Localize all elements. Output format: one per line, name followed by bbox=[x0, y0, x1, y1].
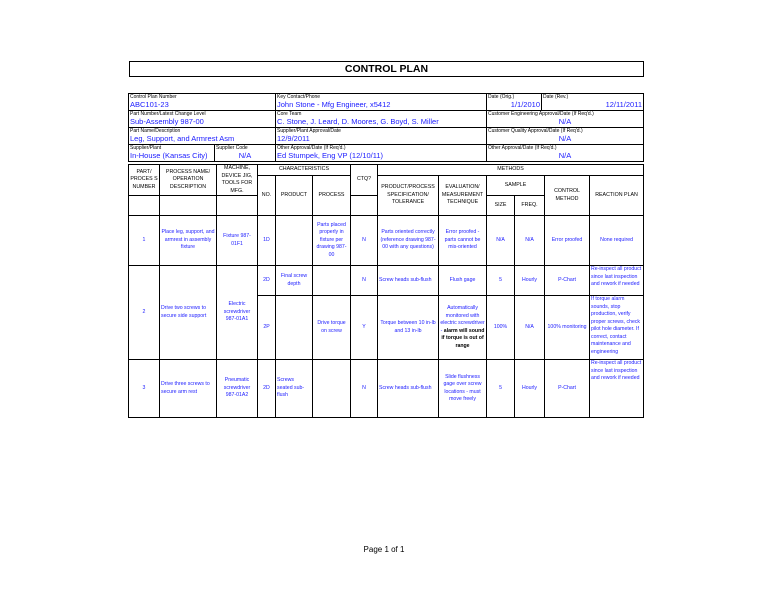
control-method-cell: 100% monitoring bbox=[545, 296, 590, 360]
sample-size-cell: 5 bbox=[487, 266, 515, 296]
control-method-cell: P-Chart bbox=[545, 266, 590, 296]
cust-quality-cell bbox=[487, 128, 644, 145]
part-number-cell: 1 bbox=[129, 216, 160, 266]
table-row bbox=[129, 216, 644, 266]
other-approval2-label: Other Approval/Date (If Req'd.) bbox=[488, 145, 557, 151]
machine-cell: Electric screwdriver 987-01A1 bbox=[217, 266, 258, 360]
supplier-approval: 12/9/2011 bbox=[277, 134, 310, 143]
part-number-label: Part Number/Latest Change Level bbox=[130, 111, 206, 117]
reaction-plan-cell: None required bbox=[590, 216, 644, 266]
ctq-cell: N bbox=[351, 216, 378, 266]
col-ctq: CTQ? bbox=[351, 165, 378, 196]
cust-eng-cell bbox=[487, 111, 644, 128]
product-cell bbox=[276, 296, 313, 360]
part-number-cell: 3 bbox=[129, 360, 160, 418]
col-control: CONTROL METHOD bbox=[545, 176, 590, 216]
process-name-cell: Drive three screws to secure arm rest bbox=[160, 360, 217, 418]
col-process: PROCESS bbox=[313, 176, 351, 216]
part-name-label: Part Name/Description bbox=[130, 128, 181, 134]
cust-quality: N/A bbox=[558, 134, 572, 143]
key-contact: John Stone - Mfg Engineer, x5412 bbox=[277, 100, 391, 109]
char-no-cell: 1D bbox=[258, 216, 276, 266]
col-no: NO. bbox=[258, 176, 276, 216]
col-freq: FREQ. bbox=[515, 196, 545, 216]
machine-cell: Pneumatic screwdriver 987-01A2 bbox=[217, 360, 258, 418]
sample-freq-cell: N/A bbox=[515, 296, 545, 360]
ctq-cell: Y bbox=[351, 296, 378, 360]
eval-cell: Flush gage bbox=[439, 266, 487, 296]
part-name: Leg, Support, and Armrest Asm bbox=[130, 134, 235, 143]
cust-eng: N/A bbox=[558, 117, 572, 126]
core-team-label: Core Team bbox=[277, 111, 302, 117]
col-part: PART/ PROCES S NUMBER bbox=[129, 165, 160, 196]
col-process-name: PROCESS NAME/ OPERATION DESCRIPTION bbox=[160, 165, 217, 196]
key-contact-cell bbox=[276, 94, 487, 111]
col-sample: SAMPLE bbox=[487, 176, 545, 196]
process-cell bbox=[313, 266, 351, 296]
eval-cell bbox=[439, 296, 487, 360]
core-team: C. Stone, J. Leard, D. Moores, G. Boyd, S. Miller bbox=[277, 117, 439, 126]
machine-cell: Fixture 987-01F1 bbox=[217, 216, 258, 266]
supplier-code-cell bbox=[215, 145, 276, 162]
part-name-cell bbox=[129, 128, 276, 145]
supplier-plant: In-House (Kansas City) bbox=[130, 151, 208, 160]
ctq-cell: N bbox=[351, 266, 378, 296]
spec-cell: Parts oriented correctly (reference drawing 987-00 with any questions) bbox=[378, 216, 439, 266]
col-reaction: REACTION PLAN bbox=[590, 176, 644, 216]
header-table bbox=[128, 93, 644, 162]
col-spec: PRODUCT/PROCESS SPECIFICATION/ TOLERANCE bbox=[378, 176, 439, 216]
char-no-cell: 2D bbox=[258, 266, 276, 296]
sample-size-cell: N/A bbox=[487, 216, 515, 266]
eval-alarm-text: alarm will sound if torque is out of range bbox=[441, 327, 485, 349]
table-row bbox=[129, 266, 644, 296]
core-team-cell bbox=[276, 111, 487, 128]
spec-cell: Screw heads sub-flush bbox=[378, 360, 439, 418]
date-orig-cell bbox=[487, 94, 542, 111]
page-title: CONTROL PLAN bbox=[129, 61, 644, 77]
supplier-approval-label: Supplier/Plant Approval/Date bbox=[277, 128, 341, 134]
other-approval1: Ed Stumpek, Eng VP (12/10/11) bbox=[277, 151, 384, 160]
supplier-plant-label: Supplier/Plant bbox=[130, 145, 162, 151]
date-rev: 12/11/2011 bbox=[605, 100, 642, 109]
reaction-plan-cell: Re-inspect all product since last inspection and rework if needed bbox=[590, 360, 644, 418]
process-cell bbox=[313, 360, 351, 418]
page-footer: Page 1 of 1 bbox=[363, 545, 405, 554]
other-approval1-cell bbox=[276, 145, 487, 162]
control-method-cell: P-Chart bbox=[545, 360, 590, 418]
part-number: Sub-Assembly 987-00 bbox=[130, 117, 204, 126]
control-method-cell: Error proofed bbox=[545, 216, 590, 266]
reaction-plan-cell: If torque alarm sounds, stop production, verify proper screws, check pilot hole diameter. If correct, contact maintenance and engineering bbox=[590, 296, 644, 360]
date-rev-cell bbox=[542, 94, 644, 111]
sample-freq-cell: Hourly bbox=[515, 360, 545, 418]
date-orig-label: Date (Orig.) bbox=[488, 94, 515, 100]
product-cell: Final screw depth bbox=[276, 266, 313, 296]
date-orig: 1/1/2010 bbox=[510, 100, 540, 109]
col-size: SIZE bbox=[487, 196, 515, 216]
spec-cell: Torque between 10 in-lb and 13 in-lb bbox=[378, 296, 439, 360]
cust-quality-label: Customer Quality Approval/Date (If Req'd.) bbox=[488, 128, 583, 134]
col-eval: EVALUATION/ MEASUREMENT TECHNIQUE bbox=[439, 176, 487, 216]
product-cell: Screws seated sub-flush bbox=[276, 360, 313, 418]
sample-freq-cell: Hourly bbox=[515, 266, 545, 296]
reaction-plan-cell: Re-inspect all product since last inspection and rework if needed bbox=[590, 266, 644, 296]
sample-size-cell: 5 bbox=[487, 360, 515, 418]
eval-text: Automatically monitored with electric screwdriver - bbox=[440, 305, 485, 334]
process-name-cell: Drive two screws to secure side support bbox=[160, 266, 217, 360]
supplier-code-label: Supplier Code bbox=[216, 145, 248, 151]
part-number-cell: 2 bbox=[129, 266, 160, 360]
process-name-cell: Place leg, support, and armrest in assembly fixture bbox=[160, 216, 217, 266]
other-approval2-cell bbox=[487, 145, 644, 162]
col-methods: METHODS bbox=[378, 165, 644, 176]
process-cell: Parts placed properly in fixture per drawing 987-00 bbox=[313, 216, 351, 266]
char-no-cell: 2D bbox=[258, 360, 276, 418]
control-plan-number-label: Control Plan Number bbox=[130, 94, 177, 100]
table-row bbox=[129, 360, 644, 418]
control-plan-number-cell bbox=[129, 94, 276, 111]
other-approval2: N/A bbox=[558, 151, 572, 160]
process-cell: Drive torque on screw bbox=[313, 296, 351, 360]
sample-size-cell: 100% bbox=[487, 296, 515, 360]
supplier-approval-cell bbox=[276, 128, 487, 145]
col-product: PRODUCT bbox=[276, 176, 313, 216]
other-approval1-label: Other Approval/Date (If Req'd.) bbox=[277, 145, 346, 151]
product-cell bbox=[276, 216, 313, 266]
key-contact-label: Key Contact/Phone bbox=[277, 94, 321, 100]
spec-cell: Screw heads sub-flush bbox=[378, 266, 439, 296]
ctq-cell: N bbox=[351, 360, 378, 418]
sample-freq-cell: N/A bbox=[515, 216, 545, 266]
eval-cell: Slide flushness gage over screw locations - must move freely bbox=[439, 360, 487, 418]
part-number-cell bbox=[129, 111, 276, 128]
col-characteristics: CHARACTERISTICS bbox=[258, 165, 351, 176]
cust-eng-label: Customer Engineering Approval/Date (If Req'd.) bbox=[488, 111, 594, 117]
control-plan-table bbox=[128, 164, 644, 418]
char-no-cell: 2P bbox=[258, 296, 276, 360]
eval-cell: Error proofed - parts cannot be mis-oriented bbox=[439, 216, 487, 266]
supplier-plant-cell bbox=[129, 145, 215, 162]
col-machine: MACHINE, DEVICE JIG, TOOLS FOR MFG. bbox=[217, 165, 258, 196]
control-plan-number: ABC101-23 bbox=[130, 100, 169, 109]
date-rev-label: Date (Rev.) bbox=[543, 94, 569, 100]
supplier-code: N/A bbox=[238, 151, 252, 160]
